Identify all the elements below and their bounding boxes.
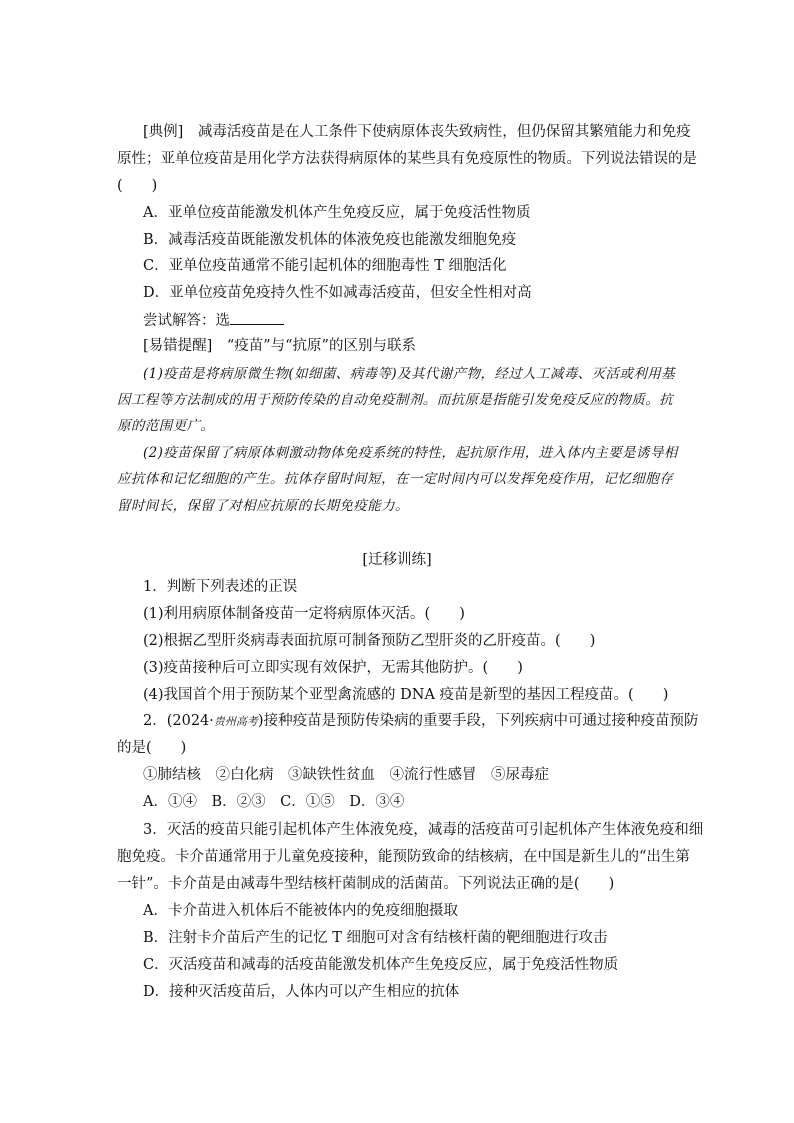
q3-line-3: 一针”。卡介苗是由减毒牛型结核杆菌制成的活菌苗。下列说法正确的是( ) xyxy=(117,876,615,892)
q2-suffix: )接种疫苗是预防传染病的重要手段，下列疾病中可通过接种疫苗预防 xyxy=(257,713,699,729)
q1-item-3: (3)疫苗接种后可立即实现有效保护，无需其他防护。( ) xyxy=(143,660,523,676)
tips-p2-line-1: (2)疫苗保留了病原体刺激动物体免疫系统的特性，起抗原作用，进入体内主要是诱导相 xyxy=(143,445,678,461)
q2-stem xyxy=(143,711,699,732)
tips-p1-line-2: 因工程等方法制成的用于预防传染的自动免疫制剂。而抗原是指能引发免疫反应的物质。抗 xyxy=(117,392,673,408)
example-option-b: B．减毒活疫苗既能激发机体的体液免疫也能激发细胞免疫 xyxy=(143,232,517,248)
q3-option-d: D．接种灭活疫苗后，人体内可以产生相应的抗体 xyxy=(143,984,460,1000)
q3-line-2: 胞免疫。卡介苗通常用于儿童免疫接种，能预防致命的结核病，在中国是新生儿的“出生第 xyxy=(117,849,690,865)
tips-p1-line-3: 原的范围更广。 xyxy=(117,418,215,434)
q1-item-4: (4)我国首个用于预防某个亚型禽流感的 DNA 疫苗是新型的基因工程疫苗。( ) xyxy=(143,687,669,703)
q1-stem: 1．判断下列表述的正误 xyxy=(143,579,298,595)
example-option-a: A．亚单位疫苗能激发机体产生免疫反应，属于免疫活性物质 xyxy=(143,205,531,221)
q3-option-c: C．灭活疫苗和减毒的活疫苗能激发机体产生免疫反应，属于免疫活性物质 xyxy=(143,957,619,973)
example-option-c: C．亚单位疫苗通常不能引起机体的细胞毒性 T 细胞活化 xyxy=(143,258,507,274)
try-answer xyxy=(143,310,284,331)
example-line-2: 原性；亚单位疫苗是用化学方法获得病原体的某些具有免疫原性的物质。下列说法错误的是 xyxy=(117,151,697,167)
example-line-1: [典例] 减毒活疫苗是在人工条件下使病原体丧失致病性，但仍保留其繁殖能力和免疫 xyxy=(143,124,691,140)
answer-blank[interactable] xyxy=(230,310,284,325)
tips-p2-line-3: 留时间长，保留了对相应抗原的长期免疫能力。 xyxy=(117,498,409,514)
q2-choices: ①肺结核 ②白化病 ③缺铁性贫血 ④流行性感冒 ⑤尿毒症 xyxy=(143,767,549,783)
try-answer-label: 尝试解答：选 xyxy=(143,313,230,329)
q2-options: A．①④ B．②③ C．①⑤ D．③④ xyxy=(143,794,405,810)
q3-line-1: 3．灭活的疫苗只能引起机体产生体液免疫，减毒的活疫苗可引起机体产生体液免疫和细 xyxy=(143,822,704,838)
q3-option-a: A．卡介苗进入机体后不能被体内的免疫细胞摄取 xyxy=(143,903,458,919)
training-heading: [迁移训练] xyxy=(362,552,432,568)
q2-prefix: 2．(2024· xyxy=(143,713,214,729)
tips-p1-line-1: (1)疫苗是将病原微生物(如细菌、病毒等)及其代谢产物，经过人工减毒、灭活或利用基 xyxy=(143,366,676,382)
q2-stem-line-2: 的是( ) xyxy=(117,740,187,756)
example-option-d: D．亚单位疫苗免疫持久性不如减毒活疫苗，但安全性相对高 xyxy=(143,285,532,301)
q2-source: 贵州高考 xyxy=(213,715,258,728)
tips-title: [易错提醒] “疫苗”与“抗原”的区别与联系 xyxy=(143,338,416,354)
q3-option-b: B．注射卡介苗后产生的记忆 T 细胞可对含有结核杆菌的靶细胞进行攻击 xyxy=(143,930,608,946)
q1-item-1: (1)利用病原体制备疫苗一定将病原体灭活。( ) xyxy=(143,606,465,622)
example-answer-bracket: ( ) xyxy=(117,178,158,194)
q1-item-2: (2)根据乙型肝炎病毒表面抗原可制备预防乙型肝炎的乙肝疫苗。( ) xyxy=(143,633,596,649)
tips-p2-line-2: 应抗体和记忆细胞的产生。抗体存留时间短，在一定时间内可以发挥免疫作用，记忆细胞存 xyxy=(117,471,673,487)
